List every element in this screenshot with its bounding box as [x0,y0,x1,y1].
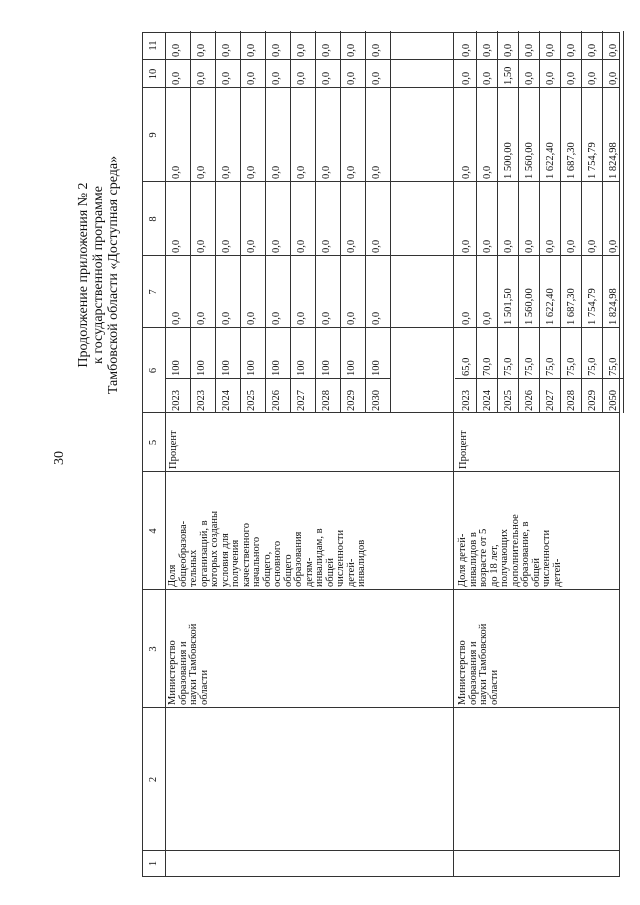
year-row-line [476,31,477,413]
amount-cell: 1 500,00 [503,142,514,179]
data-table [142,32,620,877]
year-value-divider [518,378,539,379]
amount-cell: 0,0 [196,165,207,179]
responsible-text: Министерство образования и науки Тамбовской области [167,623,210,705]
column-number: 11 [148,40,159,51]
amount-cell: 0,0 [371,239,382,253]
amount-cell: 0,0 [482,43,493,57]
column-number: 5 [148,439,159,446]
year-cell: 2023 [196,390,207,411]
amount-cell: 1,50 [503,66,514,85]
amount-cell: 0,0 [608,239,619,253]
amount-cell: 0,0 [221,165,232,179]
value-cell: 65,0 [461,357,472,376]
year-row-line [539,31,540,413]
amount-cell: 0,0 [271,71,282,85]
amount-cell: 1 560,00 [524,288,535,325]
amount-cell: 0,0 [221,43,232,57]
amount-cell: 0,0 [296,239,307,253]
amount-cell: 0,0 [587,71,598,85]
column-number: 2 [148,776,159,783]
amount-cell: 0,0 [221,71,232,85]
year-cell: 2029 [587,390,598,411]
year-value-divider [340,378,365,379]
header-divider [165,33,166,876]
value-cell: 75,0 [566,357,577,376]
amount-cell: 1 560,00 [524,142,535,179]
year-row-line [390,31,391,413]
year-row-line [560,31,561,413]
column-number: 3 [148,646,159,652]
year-cell: 2023 [171,390,182,411]
amount-cell: 0,0 [196,43,207,57]
year-cell: 2025 [246,390,257,411]
amount-cell: 0,0 [296,311,307,325]
amount-cell: 1 824,98 [608,142,619,179]
column-number: 9 [148,132,159,138]
column-number: 1 [148,860,159,867]
amount-cell: 0,0 [171,239,182,253]
column-divider [143,707,619,708]
amount-cell: 1 687,30 [566,142,577,179]
year-row-line [581,31,582,413]
amount-cell: 1 754,79 [587,288,598,325]
amount-cell: 0,0 [346,43,357,57]
page-number: 30 [52,451,67,465]
value-cell: 75,0 [608,357,619,376]
column-number: 8 [148,216,159,222]
value-cell: 100 [296,360,307,376]
amount-cell: 0,0 [545,71,556,85]
column-divider [143,589,619,590]
amount-cell: 0,0 [346,71,357,85]
column-divider [143,471,619,472]
amount-cell: 0,0 [271,239,282,253]
amount-cell: 0,0 [371,71,382,85]
year-row-line [518,31,519,413]
amount-cell: 1 622,40 [545,142,556,179]
amount-cell: 0,0 [321,239,332,253]
amount-cell: 0,0 [608,43,619,57]
value-cell: 75,0 [503,357,514,376]
amount-cell: 0,0 [566,43,577,57]
year-cell: 2025 [503,390,514,411]
value-cell: 75,0 [524,357,535,376]
year-value-divider [190,378,215,379]
year-cell: 2027 [296,390,307,411]
year-cell: 2029 [346,390,357,411]
header-line-3: Тамбовской области «Доступная среда» [106,155,121,395]
amount-cell: 1 754,79 [587,142,598,179]
indicator-text: Доля общеобразова- тельных организаций, в которых созданы условия для получения качественного начального общего, основного общего образования детям- инвалидам, в общей численности детей- инвалидов [167,510,367,587]
year-row-line [340,31,341,413]
amount-cell: 0,0 [271,165,282,179]
amount-cell: 0,0 [321,43,332,57]
amount-cell: 0,0 [171,311,182,325]
amount-cell: 0,0 [196,71,207,85]
amount-cell: 1 501,50 [503,288,514,325]
amount-cell: 0,0 [246,43,257,57]
amount-cell: 0,0 [271,311,282,325]
year-row-line [190,31,191,413]
amount-cell: 0,0 [371,165,382,179]
amount-cell: 0,0 [461,43,472,57]
year-cell: 2023 [461,390,472,411]
page-header [76,115,121,435]
year-value-divider [365,378,390,379]
amount-cell: 0,0 [461,311,472,325]
year-cell: 2028 [321,390,332,411]
amount-cell: 0,0 [566,239,577,253]
year-row-line [623,31,624,413]
year-value-divider [215,378,240,379]
year-value-divider [539,378,560,379]
indicator-text: Доля детей- инвалидов в возрасте от 5 до 18 лет, получающих дополнительное образование, в общей численности детей- [457,514,563,587]
value-cell: 100 [196,360,207,376]
amount-cell: 0,0 [545,239,556,253]
year-value-divider [476,378,497,379]
year-value-divider [290,378,315,379]
year-cell: 2026 [524,390,535,411]
value-cell: 70,0 [482,357,493,376]
amount-cell: 0,0 [171,165,182,179]
value-cell: 100 [346,360,357,376]
amount-cell: 0,0 [196,311,207,325]
year-value-divider [165,378,190,379]
amount-cell: 0,0 [246,71,257,85]
year-cell: 2028 [566,390,577,411]
amount-cell: 0,0 [296,43,307,57]
column-divider [143,850,619,851]
amount-cell: 0,0 [271,43,282,57]
year-row-line [265,31,266,413]
amount-cell: 0,0 [346,165,357,179]
amount-cell: 0,0 [482,311,493,325]
year-value-divider [581,378,602,379]
year-cell: 2026 [271,390,282,411]
amount-cell: 0,0 [482,239,493,253]
year-row-line [497,31,498,413]
year-row-line [365,31,366,413]
responsible-text: Министерство образования и науки Тамбовской области [457,623,500,705]
amount-cell: 0,0 [196,239,207,253]
amount-cell: 0,0 [461,165,472,179]
amount-cell: 0,0 [587,43,598,57]
amount-cell: 1 687,30 [566,288,577,325]
amount-cell: 0,0 [503,239,514,253]
amount-cell: 0,0 [482,71,493,85]
amount-cell: 0,0 [321,71,332,85]
amount-cell: 0,0 [545,43,556,57]
value-cell: 100 [371,360,382,376]
amount-cell: 1 824,98 [608,288,619,325]
value-cell: 100 [246,360,257,376]
amount-cell: 0,0 [321,165,332,179]
year-value-divider [497,378,518,379]
year-value-divider [240,378,265,379]
amount-cell: 0,0 [296,71,307,85]
value-cell: 100 [171,360,182,376]
amount-cell: 1 622,40 [545,288,556,325]
header-line-1: Продолжение приложения № 2 [76,182,91,368]
year-value-divider [602,378,623,379]
amount-cell: 0,0 [171,43,182,57]
year-row-line [240,31,241,413]
amount-cell: 0,0 [608,71,619,85]
year-value-divider [455,378,476,379]
year-row-line [290,31,291,413]
year-cell: 2024 [221,390,232,411]
amount-cell: 0,0 [221,311,232,325]
value-cell: 100 [321,360,332,376]
year-row-line [215,31,216,413]
amount-cell: 0,0 [482,165,493,179]
column-number: 7 [148,289,159,295]
year-value-divider [265,378,290,379]
column-number: 6 [148,367,159,374]
amount-cell: 0,0 [296,165,307,179]
amount-cell: 0,0 [524,239,535,253]
unit-text: Процент [168,430,179,469]
amount-cell: 0,0 [246,311,257,325]
amount-cell: 0,0 [221,239,232,253]
amount-cell: 0,0 [587,239,598,253]
year-cell: 2030 [371,390,382,411]
column-number: 10 [148,68,159,80]
amount-cell: 0,0 [524,71,535,85]
amount-cell: 0,0 [371,311,382,325]
header-line-2: к государственной программе [91,186,106,364]
amount-cell: 0,0 [346,311,357,325]
amount-cell: 0,0 [524,43,535,57]
year-cell: 2024 [482,390,493,411]
row-group-divider [453,33,454,876]
value-cell: 75,0 [587,357,598,376]
amount-cell: 0,0 [246,239,257,253]
amount-cell: 0,0 [321,311,332,325]
year-row-line [315,31,316,413]
amount-cell: 0,0 [461,71,472,85]
unit-text: Процент [458,430,469,469]
year-row-line [602,31,603,413]
amount-cell: 0,0 [461,239,472,253]
value-cell: 100 [221,360,232,376]
year-cell: 2050 [608,390,619,411]
amount-cell: 0,0 [371,43,382,57]
amount-cell: 0,0 [246,165,257,179]
year-cell: 2027 [545,390,556,411]
amount-cell: 0,0 [346,239,357,253]
amount-cell: 0,0 [503,43,514,57]
year-value-divider [560,378,581,379]
amount-cell: 0,0 [171,71,182,85]
year-value-divider [315,378,340,379]
value-cell: 75,0 [545,357,556,376]
amount-cell: 0,0 [566,71,577,85]
column-number: 4 [148,528,159,534]
value-cell: 100 [271,360,282,376]
